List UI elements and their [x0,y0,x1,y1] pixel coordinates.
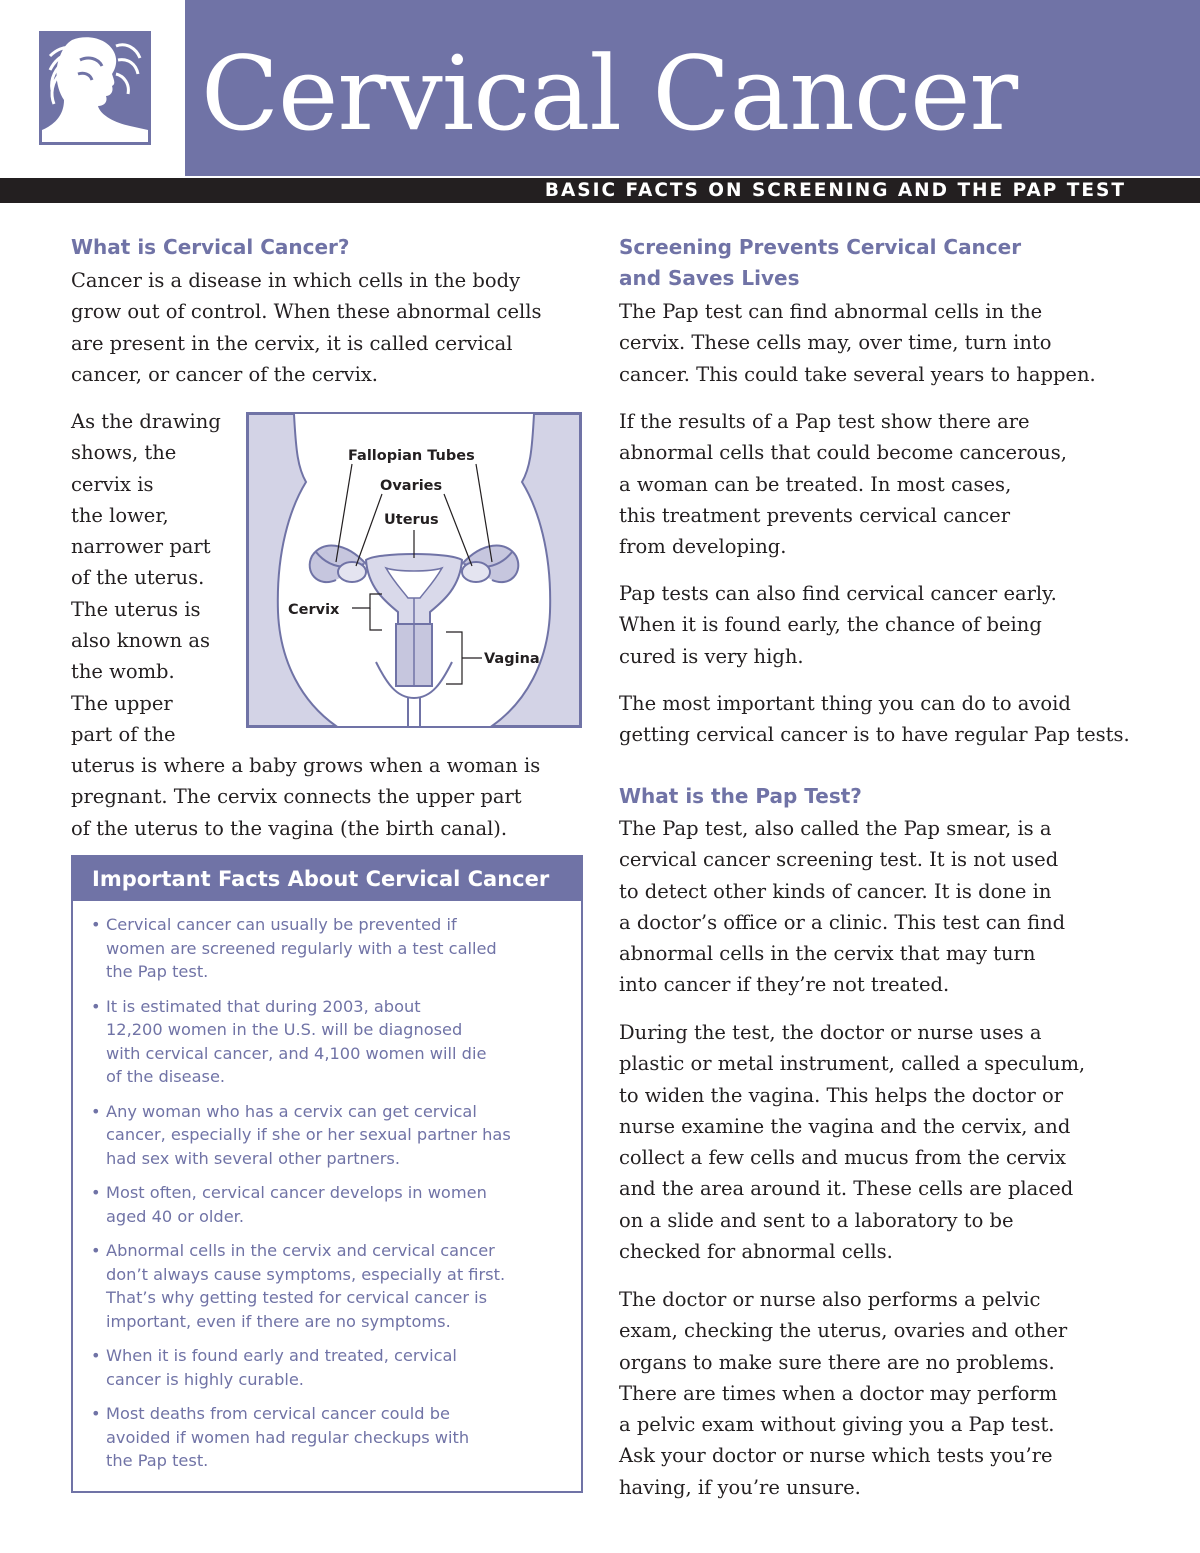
text-line: narrower part [71,535,211,559]
list-item [91,995,573,1089]
text-line: As the drawing [71,410,221,433]
text-line: collect a few cells and mucus from the cervix [619,1146,1066,1170]
text-line: to widen the vagina. This helps the doctor or [619,1083,1064,1107]
text-line: • Any woman who has a cervix can get cervical [106,1101,477,1121]
text-line: aged 40 or older. [106,1206,244,1226]
facts-box-heading: Important Facts About Cervical Cancer [73,857,581,901]
facts-list [73,901,581,1473]
text-line: The most important thing you can do to avoid [619,692,1071,715]
text-line: a doctor’s office or a clinic. This test can find [619,910,1066,934]
page-subtitle: BASIC FACTS ON SCREENING AND THE PAP TEST [544,180,1126,201]
text-line: • When it is found early and treated, cervical [106,1346,457,1365]
text-line: • Most deaths from cervical cancer could be [106,1404,450,1423]
text-line: • Cervical cancer can usually be prevented if [106,915,457,934]
text-line: a pelvic exam without giving you a Pap test. [619,1413,1055,1437]
text-line: with cervical cancer, and 4,100 women will die [106,1043,487,1063]
text-line: The uterus is [71,597,201,621]
label-uterus: Uterus [384,512,439,528]
logo-area [0,0,185,176]
text-line: That’s why getting tested for cervical cancer is [106,1288,488,1307]
text-line: of the uterus to the vagina (the birth canal). [71,816,508,840]
text-line: the lower, [71,503,169,527]
text-line: don’t always cause symptoms, especially at first. [106,1264,506,1284]
text-line: Cancer is a disease in which cells in the body [71,269,521,292]
text-line: the womb. [71,660,175,684]
text-line: a woman can be treated. In most cases, [619,472,1012,496]
paragraph-pap-test-2 [619,1017,1085,1267]
text-line: the Pap test. [106,962,209,981]
text-line: abnormal cells in the cervix that may turn [619,942,1036,966]
text-line: of the uterus. [71,566,205,590]
paragraph-screening-1 [619,296,1096,390]
section-heading-screening-prevents [619,232,1021,294]
text-line: had sex with several other partners. [106,1148,400,1168]
reproductive-anatomy-diagram [246,412,582,728]
paragraph-drawing-wide [71,750,540,844]
text-line: abnormal cells that could become cancerous, [619,441,1067,465]
text-line: avoided if women had regular checkups with [106,1427,470,1447]
text-line: cancer, or cancer of the cervix. [71,362,379,386]
text-line: Ask your doctor or nurse which tests you’re [619,1444,1053,1468]
important-facts-box [71,855,583,1493]
section-heading-what-is-cervical-cancer: What is Cervical Cancer? [71,235,350,259]
text-line: During the test, the doctor or nurse uses a [619,1021,1042,1044]
text-line: When it is found early, the chance of being [619,613,1042,637]
text-line: into cancer if they’re not treated. [619,973,950,997]
text-line: organs to make sure there are no problems. [619,1350,1055,1374]
text-line: cervical cancer screening test. It is not used [619,848,1059,872]
text-line: The Pap test can find abnormal cells in the [619,300,1043,323]
list-item [91,1239,573,1333]
text-line: having, if you’re unsure. [619,1475,861,1499]
text-line: cancer. This could take several years to happen. [619,362,1096,386]
heading-line: Screening Prevents Cervical Cancer [619,235,1022,259]
label-cervix: Cervix [288,602,340,618]
paragraph-drawing-narrow [71,406,221,750]
text-line: cancer is highly curable. [106,1369,304,1389]
label-fallopian-tubes: Fallopian Tubes [348,448,475,464]
text-line: The doctor or nurse also performs a pelvic [619,1288,1041,1311]
text-line: The upper [71,691,173,715]
text-line: Pap tests can also find cervical cancer early. [619,582,1057,605]
text-line: 12,200 women in the U.S. will be diagnosed [106,1020,463,1039]
text-line: to detect other kinds of cancer. It is done in [619,879,1052,903]
text-line: • Most often, cervical cancer develops in women [106,1183,487,1202]
subtitle-band [0,178,1200,203]
text-line: also known as [71,629,211,653]
label-vagina: Vagina [484,651,540,667]
woman-profile-logo-icon [39,31,151,145]
text-line: getting cervical cancer is to have regular Pap tests. [619,723,1130,747]
paragraph-screening-3 [619,578,1057,672]
text-line: cervix. These cells may, over time, turn into [619,331,1052,355]
list-item [91,913,573,984]
text-line: • It is estimated that during 2003, about [106,996,421,1016]
text-line: shows, the [71,441,177,465]
text-line: important, even if there are no symptoms. [106,1311,451,1331]
text-line: checked for abnormal cells. [619,1240,893,1264]
text-line: exam, checking the uterus, ovaries and other [619,1319,1068,1343]
heading-line: and Saves Lives [619,266,800,290]
text-line: • Abnormal cells in the cervix and cervical cancer [106,1241,495,1260]
text-line: The Pap test, also called the Pap smear, is a [619,817,1052,840]
text-line: grow out of control. When these abnormal cells [71,300,542,324]
paragraph-pap-test-3 [619,1284,1067,1503]
text-line: women are screened regularly with a test called [106,938,497,958]
section-heading-what-is-pap-test: What is the Pap Test? [619,784,862,808]
label-ovaries: Ovaries [380,478,443,494]
paragraph-what-is-cervical-cancer [71,265,541,390]
text-line: There are times when a doctor may perform [619,1381,1058,1405]
list-item [91,1100,573,1171]
text-line: uterus is where a baby grows when a woman is [71,754,541,777]
text-line: part of the [71,722,176,746]
text-line: on a slide and sent to a laboratory to be [619,1208,1014,1232]
text-line: plastic or metal instrument, called a speculum, [619,1052,1086,1076]
text-line: cured is very high. [619,644,804,668]
text-line: pregnant. The cervix connects the upper part [71,785,522,809]
text-line: and the area around it. These cells are placed [619,1177,1074,1201]
list-item [91,1344,573,1391]
text-line: If the results of a Pap test show there are [619,410,1030,433]
page-title: Cervical Cancer [201,35,1018,154]
text-line: cervix is [71,472,154,496]
text-line: nurse examine the vagina and the cervix, and [619,1114,1071,1138]
paragraph-screening-2 [619,406,1067,562]
text-line: this treatment prevents cervical cancer [619,503,1011,527]
list-item [91,1402,573,1473]
text-line: of the disease. [106,1067,226,1086]
text-line: from developing. [619,535,787,559]
paragraph-pap-test-1 [619,813,1065,1001]
text-line: cancer, especially if she or her sexual partner has [106,1125,511,1144]
list-item [91,1181,573,1228]
text-line: are present in the cervix, it is called cervical [71,331,513,355]
text-line: the Pap test. [106,1451,209,1470]
paragraph-screening-4 [619,688,1130,751]
